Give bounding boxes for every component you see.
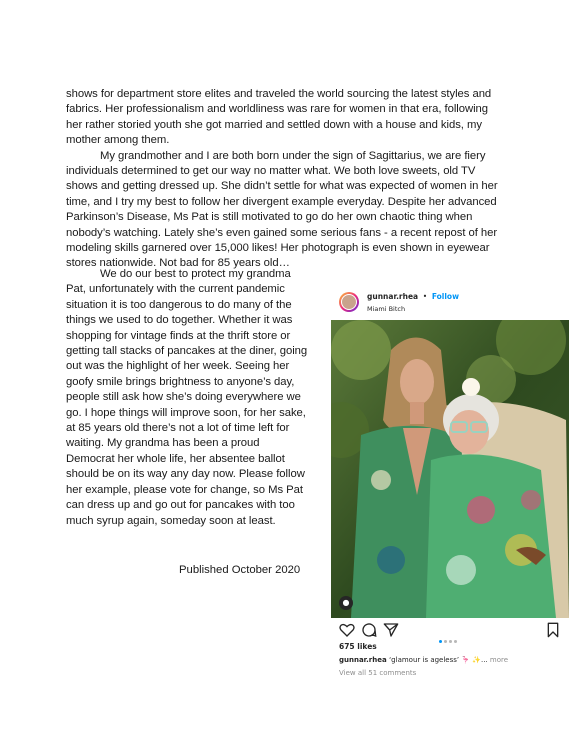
avatar[interactable] — [339, 292, 359, 312]
article-paragraph: My grandmother and I are both born under the sign of Sagittarius, we are fiery individuals determined to get our way no matter what. We both love sweets, old TV shows and getting dressed up. She didn’t settle for what was expected of women in her time, and I try my best to follow her divergent example everyday. Despite her advanced Parkinson’s Disease, Ms Pat is still motivated to go do her own chaotic thing when nobody’s watching. Lately she’s even gained some serious fans - a recent repost of her modeling skills garnered over 15,000 likes! Her photograph is even shown in eyewear stores nationwide. Not bad for 85 years old… — [66, 149, 498, 270]
carousel-dot — [454, 640, 457, 643]
post-username-row — [367, 292, 459, 301]
carousel-dot — [439, 640, 442, 643]
published-date: Published October 2020 — [179, 564, 301, 576]
post-photo[interactable] — [331, 320, 569, 618]
post-photo-illustration — [331, 320, 569, 618]
follow-button[interactable]: Follow — [431, 292, 460, 301]
carousel-dot — [449, 640, 452, 643]
carousel-dot — [444, 640, 447, 643]
carousel-indicator — [439, 628, 459, 632]
article-paragraph: We do our best to protect my grandma Pat, unfortunately with the current pandemic situation it is too dangerous to do many of the things we used to do together. Whether it was shopping for vintage finds at the thrift store or getting tall stacks of pancakes at the diner, going out was the highlight of her week. Seeing her goofy smile brings brightness to anyone’s day, people still ask how she’s doing everywhere we go. I hope things will improve soon, for her sake, at 85 years old there’s not a lot of time left for waiting. My grandma has been a proud Democrat her whole life, her absentee ballot should be on its way any day now. Please follow her example, please vote for change, so Ms Pat can dress up and go out for pancakes with too much syrup again, someday soon at least. — [66, 268, 308, 527]
heart-icon[interactable] — [339, 622, 355, 638]
separator-dot: • — [422, 292, 428, 301]
user-tag-icon[interactable]: ● — [339, 596, 353, 610]
post-header — [331, 286, 569, 320]
instagram-post — [331, 286, 569, 686]
article-paragraph: shows for department store elites and traveled the world sourcing the latest styles and fabrics. Her professionalism and worldliness was rare for women in that era, following her rather storied youth she got married and settled down with a house and kids, my mother among them. — [66, 88, 492, 147]
post-actions — [331, 620, 569, 640]
caption-username[interactable]: gunnar.rhea — [339, 656, 387, 664]
view-comments-link[interactable]: View all 51 comments — [339, 669, 417, 677]
post-location[interactable]: Miami Bitch — [367, 305, 406, 313]
post-caption — [339, 656, 567, 664]
share-icon[interactable] — [383, 622, 399, 638]
caption-more-link[interactable]: more — [489, 656, 509, 664]
bookmark-icon[interactable] — [545, 622, 561, 638]
article-body-left — [66, 267, 311, 529]
article-body-top — [66, 87, 506, 272]
comment-icon[interactable] — [361, 622, 377, 638]
like-count[interactable]: 675 likes — [339, 642, 377, 651]
post-username[interactable]: gunnar.rhea — [367, 292, 419, 301]
caption-text: ‘glamour is ageless’ 🦩 ✨... — [388, 656, 488, 664]
